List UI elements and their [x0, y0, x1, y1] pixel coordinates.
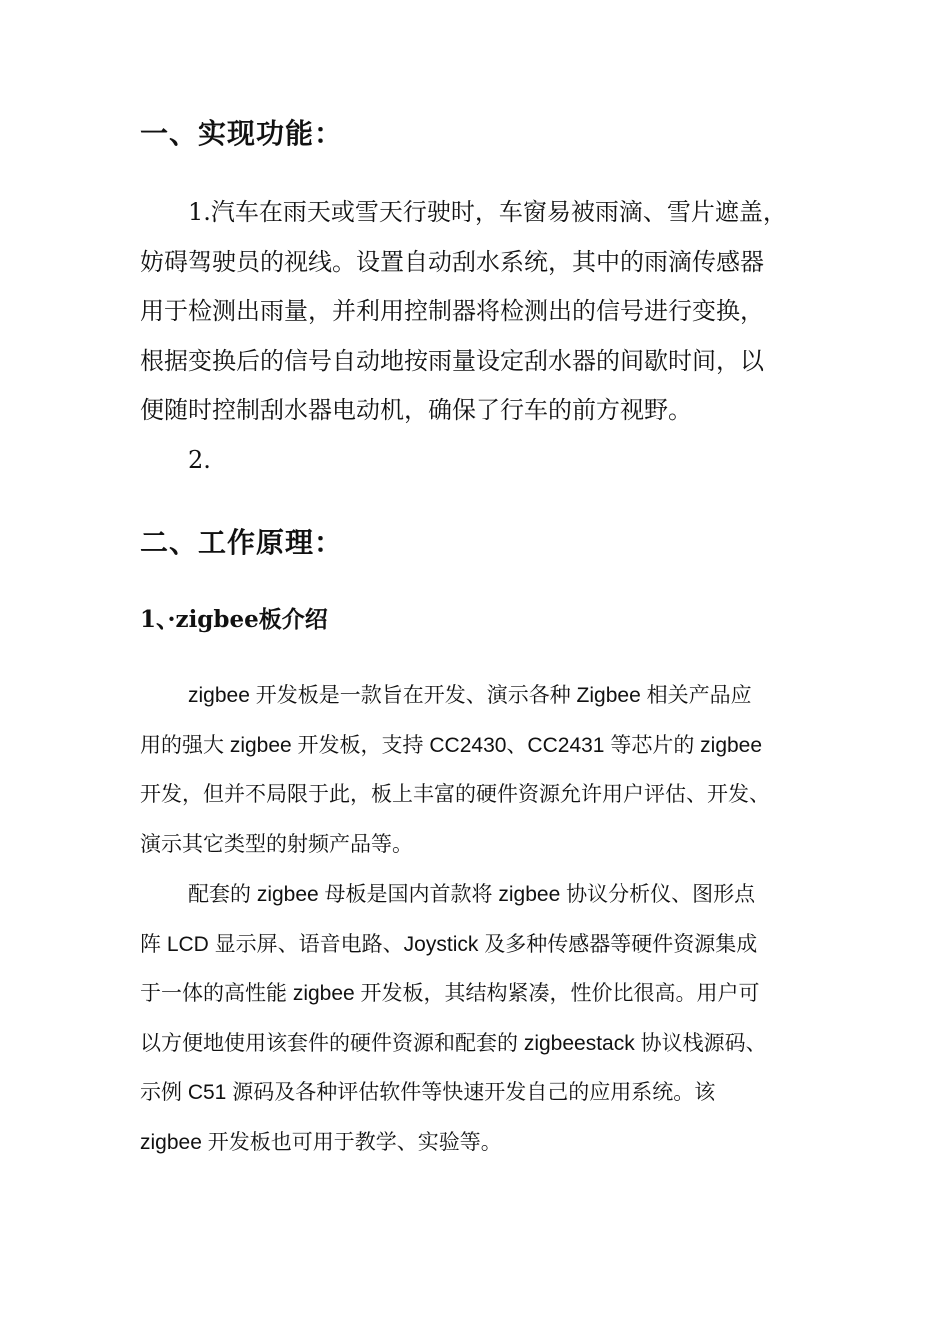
section-two-subheading: 1、·zigbee板介绍	[140, 606, 328, 633]
section-two-paragraph-1	[140, 671, 770, 869]
paragraph-line: 配套的 zigbee 母板是国内首款将 zigbee 协议分析仪、图形点	[188, 883, 756, 906]
paragraph-line: 用的强大 zigbee 开发板，支持 CC2430、CC2431 等芯片的 zigbee	[140, 733, 763, 757]
paragraph-line: zigbee 开发板是一款旨在开发、演示各种 Zigbee 相关产品应	[188, 684, 752, 707]
paragraph-line: 阵 LCD 显示屏、语音电路、Joystick 及多种传感器等硬件资源集成	[140, 932, 758, 956]
paragraph-line: 妨碍驾驶员的视线。设置自动刮水系统，其中的雨滴传感器	[140, 247, 764, 276]
section-one-paragraph-1	[140, 188, 787, 436]
section-two-heading: 二、工作原理：	[140, 526, 344, 559]
paragraph-line: 于一体的高性能 zigbee 开发板，其结构紧凑，性价比很高。用户可	[140, 982, 760, 1006]
paragraph-line: 便随时控制刮水器电动机，确保了行车的前方视野。	[140, 396, 692, 424]
paragraph-line: 以方便地使用该套件的硬件资源和配套的 zigbeestack 协议栈源码、	[140, 1031, 767, 1055]
paragraph-line: 1.汽车在雨天或雪天行驶时，车窗易被雨滴、雪片遮盖，	[188, 198, 787, 226]
paragraph-line: 用于检测出雨量，并利用控制器将检测出的信号进行变换，	[140, 297, 764, 325]
paragraph-line: 根据变换后的信号自动地按雨量设定刮水器的间歇时间，以	[140, 346, 764, 375]
paragraph-line: 开发，但并不局限于此，板上丰富的硬件资源允许用户评估、开发、	[140, 783, 770, 807]
section-one-heading: 一、实现功能：	[140, 117, 344, 150]
section-two-paragraph-2	[140, 870, 767, 1168]
paragraph-line: 示例 C51 源码及各种评估软件等快速开发自己的应用系统。该	[140, 1081, 716, 1105]
paragraph-line: 2.	[188, 446, 211, 474]
paragraph-line: zigbee 开发板也可用于教学、实验等。	[140, 1130, 502, 1154]
section-one-paragraph-2	[140, 436, 211, 486]
paragraph-line: 演示其它类型的射频产品等。	[140, 832, 413, 856]
